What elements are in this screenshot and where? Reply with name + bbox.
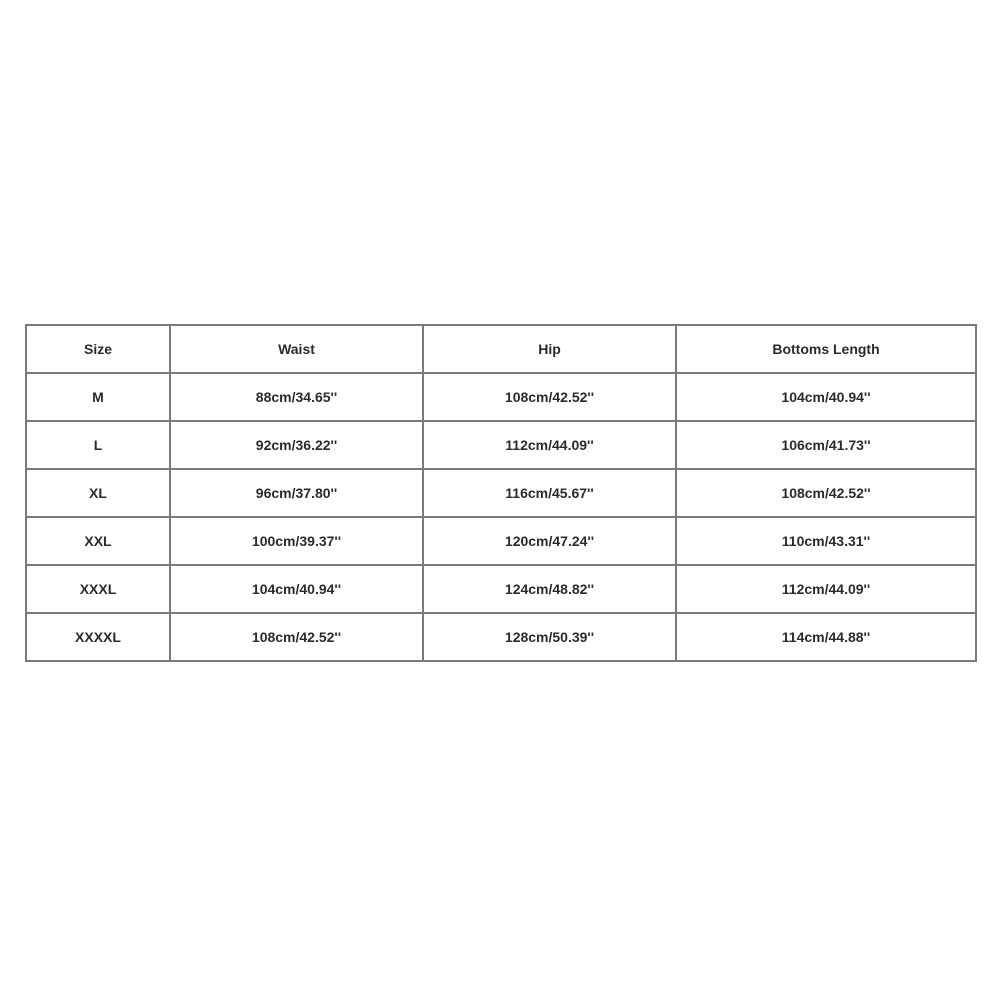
table-row	[26, 613, 976, 661]
size-chart-table	[25, 324, 977, 662]
cell-waist: 92cm/36.22''	[170, 421, 423, 469]
cell-size: M	[26, 373, 170, 421]
cell-hip: 128cm/50.39''	[423, 613, 676, 661]
cell-hip: 124cm/48.82''	[423, 565, 676, 613]
cell-hip: 112cm/44.09''	[423, 421, 676, 469]
cell-size: XL	[26, 469, 170, 517]
header-hip: Hip	[423, 325, 676, 373]
cell-bottoms-length: 114cm/44.88''	[676, 613, 976, 661]
table-row	[26, 469, 976, 517]
cell-hip: 108cm/42.52''	[423, 373, 676, 421]
table-row	[26, 565, 976, 613]
cell-size: XXL	[26, 517, 170, 565]
cell-bottoms-length: 104cm/40.94''	[676, 373, 976, 421]
table-row	[26, 373, 976, 421]
cell-size: L	[26, 421, 170, 469]
cell-hip: 120cm/47.24''	[423, 517, 676, 565]
cell-bottoms-length: 112cm/44.09''	[676, 565, 976, 613]
header-bottoms-length: Bottoms Length	[676, 325, 976, 373]
table-header	[26, 325, 976, 373]
table-row	[26, 517, 976, 565]
cell-waist: 96cm/37.80''	[170, 469, 423, 517]
cell-size: XXXXL	[26, 613, 170, 661]
cell-waist: 100cm/39.37''	[170, 517, 423, 565]
cell-hip: 116cm/45.67''	[423, 469, 676, 517]
header-size: Size	[26, 325, 170, 373]
table-body	[26, 373, 976, 661]
cell-waist: 104cm/40.94''	[170, 565, 423, 613]
cell-bottoms-length: 108cm/42.52''	[676, 469, 976, 517]
header-row	[26, 325, 976, 373]
cell-bottoms-length: 106cm/41.73''	[676, 421, 976, 469]
cell-bottoms-length: 110cm/43.31''	[676, 517, 976, 565]
cell-size: XXXL	[26, 565, 170, 613]
cell-waist: 108cm/42.52''	[170, 613, 423, 661]
header-waist: Waist	[170, 325, 423, 373]
cell-waist: 88cm/34.65''	[170, 373, 423, 421]
table-row	[26, 421, 976, 469]
